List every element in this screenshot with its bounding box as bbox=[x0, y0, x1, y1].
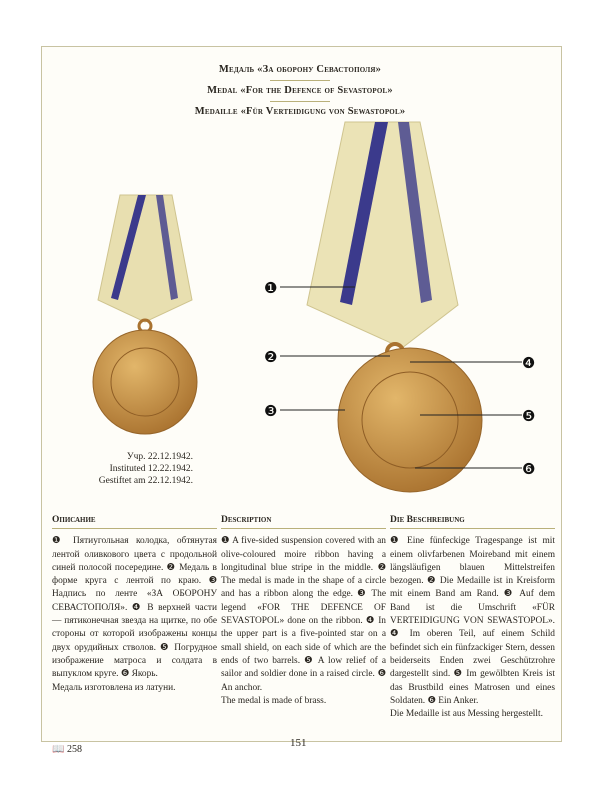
material-de: Die Medaille ist aus Messing hergestellt. bbox=[390, 709, 543, 720]
heading-de: Die Beschreibung bbox=[390, 514, 555, 529]
description-de bbox=[390, 514, 555, 721]
large-medal-image bbox=[307, 122, 482, 492]
institution-caption bbox=[60, 451, 193, 487]
callout-6: ❻ bbox=[522, 460, 536, 478]
small-medal-image bbox=[93, 195, 197, 434]
heading-ru: Описание bbox=[52, 514, 217, 529]
title-ru: Медаль «За оборону Севастополя» bbox=[218, 64, 382, 75]
callout-1: ❶ bbox=[264, 279, 278, 297]
callout-5: ❺ bbox=[522, 407, 536, 425]
title-de: Medaille «Für Verteidigung von Sewastopol» bbox=[194, 106, 406, 117]
heading-en: Description bbox=[221, 514, 386, 529]
caption-de: Gestiftet am 22.12.1942. bbox=[98, 476, 193, 486]
callout-4: ❹ bbox=[522, 354, 536, 372]
material-ru: Медаль изготовлена из латуни. bbox=[52, 682, 176, 693]
text-en: ❶ A five-sided suspension covered with an olive-coloured moire ribbon having a longitudinal blue stripe in the middle. ❷ The medal is made in the shape of a circle and has a ribbon along the edge. ❸ The legend «FOR THE DEFENCE OF SEVASTOPOL» done on the ribbon. ❹ In the upper part is a five-pointed star on a small shield, on each side of which are the ends of two barrels. ❺ A low relief of a sailor and soldier done in a raised circle. ❻ An anchor. bbox=[221, 536, 386, 693]
text-ru: ❶ Пятиугольная колодка, обтянутая лентой оливкового цвета с продольной синей полосой посередине. ❷ Медаль в форме круга с лентой по краю. ❸ Надпись по ленте «ЗА ОБОРОНУ СЕВАСТОПОЛЯ». ❹ В верхней части — пятиконечная звезда на щитке, по обе стороны от которой изображены концы двух орудийных стволов. ❺ Погрудное изображение матроса и солдата в выпуклом круге. ❻ Якорь. bbox=[52, 536, 217, 680]
reference-number: 258 bbox=[66, 744, 82, 755]
callout-3: ❸ bbox=[264, 402, 278, 420]
book-icon: 📖 bbox=[52, 744, 65, 755]
title-en: Medal «For the Defence of Sevastopol» bbox=[207, 85, 393, 96]
page-number: 151 bbox=[290, 737, 307, 749]
text-de: ❶ Eine fünfeckige Tragespange ist mit einem olivfarbenen Moireband mit einem längsläufigen blauen Mittelstreifen bezogen. ❷ Die Medaille ist in Kreisform mit einem Band am Rand. ❸ Auf dem Band ist die Umschrift «FÜR VERTEIDIGUNG VON SEWASTOPOL». ❹ Im oberen Teil, auf einem Schild befindet sich ein fünfzackiger Stern, dessen beiderseits Enden zwei Geschützrohre dargestellt sind. ❺ Im gewölbten Kreis ist das Brustbild eines Matrosen und eines Soldaten. ❻ Ein Anker. bbox=[390, 536, 555, 706]
description-ru bbox=[52, 514, 217, 695]
reference bbox=[52, 744, 82, 755]
caption-en: Instituted 12.22.1942. bbox=[109, 464, 193, 474]
material-en: The medal is made of brass. bbox=[221, 695, 327, 706]
caption-ru: Учр. 22.12.1942. bbox=[126, 452, 193, 462]
callout-2: ❷ bbox=[264, 348, 278, 366]
description-en bbox=[221, 514, 386, 708]
